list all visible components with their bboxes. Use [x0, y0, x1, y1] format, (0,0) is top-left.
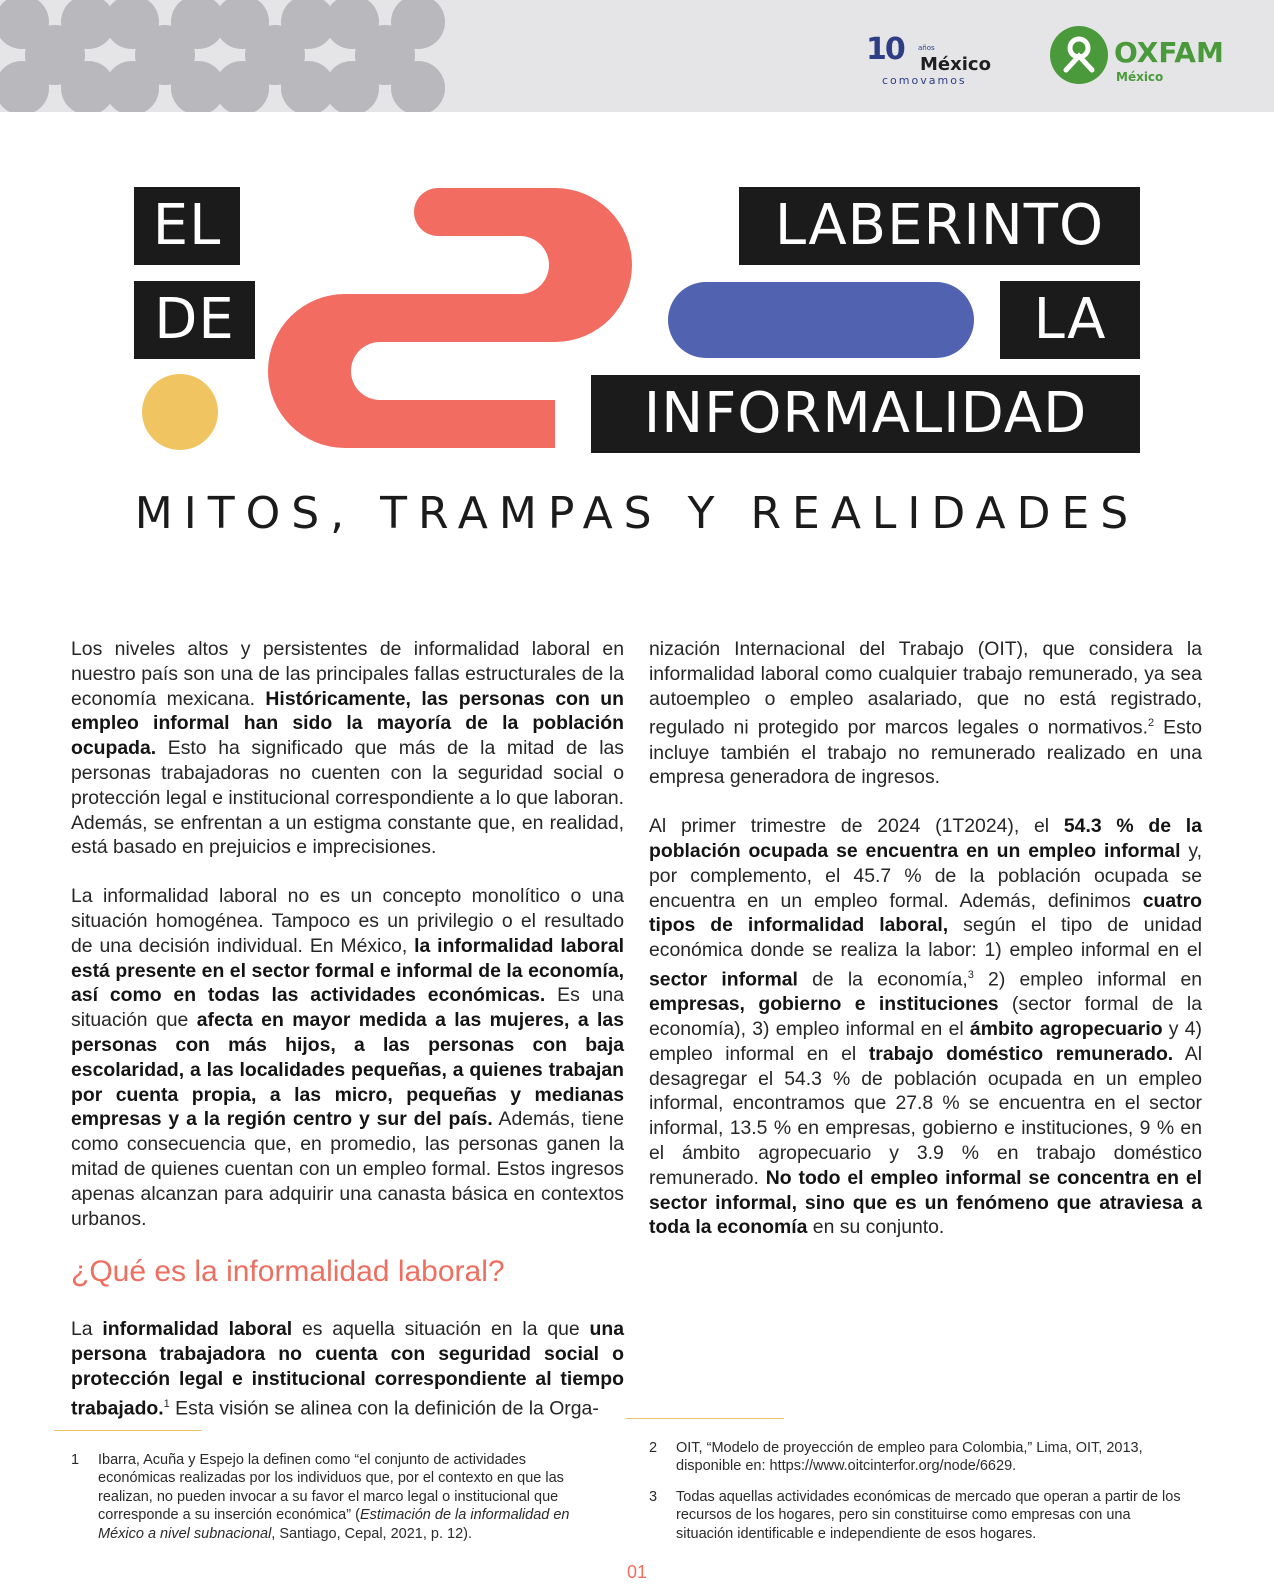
page-number: 01 [626, 1562, 648, 1582]
footnote-divider-left [54, 1430, 202, 1431]
footnote-ref-2[interactable]: 2 [1147, 717, 1155, 730]
footnote-ref-1[interactable]: 1 [163, 1397, 170, 1410]
left-column [71, 637, 624, 1445]
footnote-text: OIT, “Modelo de proyección de empleo para Colombia,” Lima, OIT, 2013, disponible en: https://www.oitcinterfor.org/node/6629. [676, 1440, 1143, 1475]
title-word-laberinto: LABERINTO [739, 187, 1140, 265]
paragraph-statistics: Al primer trimestre de 2024 (1T2024), el 54.3 % de la población ocupada se encuentra en un empleo informal y, por complemento, el 45.7 % de la población ocupada se encuentra en un empleo formal. Además, definimos cuatro tipos de informalidad laboral, según el tipo de unidad económica donde se realiza la labor: 1) empleo informal en el sector informal de la economía,$^3$ 2) empleo informal en empresas, gobierno e instituciones (sector formal de la economía), 3) empleo informal en el ámbito agropecuario y 4) empleo informal en el trabajo doméstico remunerado. Al desagregar el 54.3 % de población ocupada en un empleo informal, encontramos que 27.8 % se encuentra en el sector informal, 13.5 % en empresas, gobierno e instituciones, 9 % en el ámbito agropecuario y 3.9 % en trabajo doméstico remunerado. No todo el empleo informal se concentra en el sector informal, sino que es un fenómeno que atraviesa a toda la economía en su conjunto. [649, 815, 1203, 1239]
footnote-ref-3[interactable]: 3 [967, 969, 974, 982]
subtitle: MITOS, TRAMPAS Y REALIDADES [134, 488, 1140, 539]
logo-name: México [920, 54, 991, 75]
paragraph-intro: Los niveles altos y persistentes de informalidad laboral en nuestro país son una de las principales fallas estructurales de la economía mexicana. Históricamente, las personas con un empleo informal han sido la mayoría de la población ocupada. Esto ha significado que más de la mitad de las personas trabajadoras no cuenten con la seguridad social o protección legal e institucional correspondiente a lo que laboran. Además, se enfrentan a un estigma constante que, en realidad, está basado en prejuicios e imprecisiones. [71, 638, 624, 859]
header-band [0, 0, 1274, 112]
paragraph-definition: La informalidad laboral es aquella situación en la que una persona trabajadora no cuenta con seguridad social o protección legal e institucional correspondiente al tiempo trabajado.$^1$ Esta visión se alinea con la definición de la Orga- [71, 1318, 624, 1420]
logo-anniversary-number: 10 [866, 32, 904, 67]
logo-anniversary-label: años [918, 44, 935, 52]
footnote-2 [649, 1439, 1189, 1476]
title-word-informalidad: INFORMALIDAD [591, 375, 1140, 453]
footnote-1 [71, 1451, 601, 1543]
title-word-de: DE [134, 281, 255, 359]
footnote-divider-right [626, 1418, 784, 1419]
oxfam-logo[interactable] [1050, 26, 1224, 90]
blue-pill-shape [668, 282, 974, 358]
footnote-text: Todas aquellas actividades económicas de mercado que operan a partir de los recursos de los hogares, pero sin constituirse como empresas con una situación identificable e independiente de esos hogares. [676, 1489, 1181, 1542]
footnote-3 [649, 1488, 1189, 1543]
mexico-como-vamos-logo[interactable] [866, 24, 996, 90]
right-column [649, 637, 1202, 1264]
footnote-text: Ibarra, Acuña y Espejo la definen como “el conjunto de actividades económicas realizadas por los individuos que, por el contexto en que las realizan, no pueden invocar a su favor el marco legal o institucional que corresponde a su inserción económica” (Estimación de la informalidad en México a nivel subnacional, Santiago, Cepal, 2021, p. 12). [98, 1452, 570, 1542]
footnote-number: 3 [649, 1489, 658, 1505]
oxfam-name: OXFAM [1114, 36, 1224, 69]
oxfam-country: México [1116, 70, 1164, 84]
section-heading: ¿Qué es la informalidad laboral? [71, 1255, 505, 1289]
footnote-number: 1 [71, 1452, 80, 1468]
coral-snake-shape [268, 188, 632, 448]
logo-tagline: comovamos [882, 74, 967, 87]
yellow-dot-shape [142, 374, 218, 450]
title-word-el: EL [134, 187, 240, 265]
paragraph-oit: nización Internacional del Trabajo (OIT), que considera la informalidad laboral como cualquier trabajo remunerado, ya sea autoempleo o empleo asalariado, que no está registrado, regulado ni protegido por marcos legales o normativos.$^2$ Esto incluye también el trabajo no remunerado realizado en una empresa generadora de ingresos. [649, 638, 1202, 789]
paragraph-context: La informalidad laboral no es un concepto monolítico o una situación homogénea. Tampoco es un privilegio o el resultado de una decisión individual. En México, la informalidad laboral está presente en el sector formal e informal de la economía, así como en todas las actividades económicas. Es una situación que afecta en mayor medida a las mujeres, a las personas con más hijos, a las personas con baja escolaridad, a las localidades pequeñas, a quienes trabajan por cuenta propia, a las micro, pequeñas y medianas empresas y a la región centro y sur del país. Además, tiene como consecuencia que, en promedio, las personas ganen la mitad de quienes cuentan con un empleo formal. Estos ingresos apenas alcanzan para adquirir una canasta básica en contextos urbanos. [71, 885, 624, 1230]
x-pattern-decoration [0, 0, 450, 112]
oxfam-symbol-icon [1050, 26, 1108, 84]
footnote-number: 2 [649, 1440, 658, 1456]
title-word-la: LA [1000, 281, 1140, 359]
